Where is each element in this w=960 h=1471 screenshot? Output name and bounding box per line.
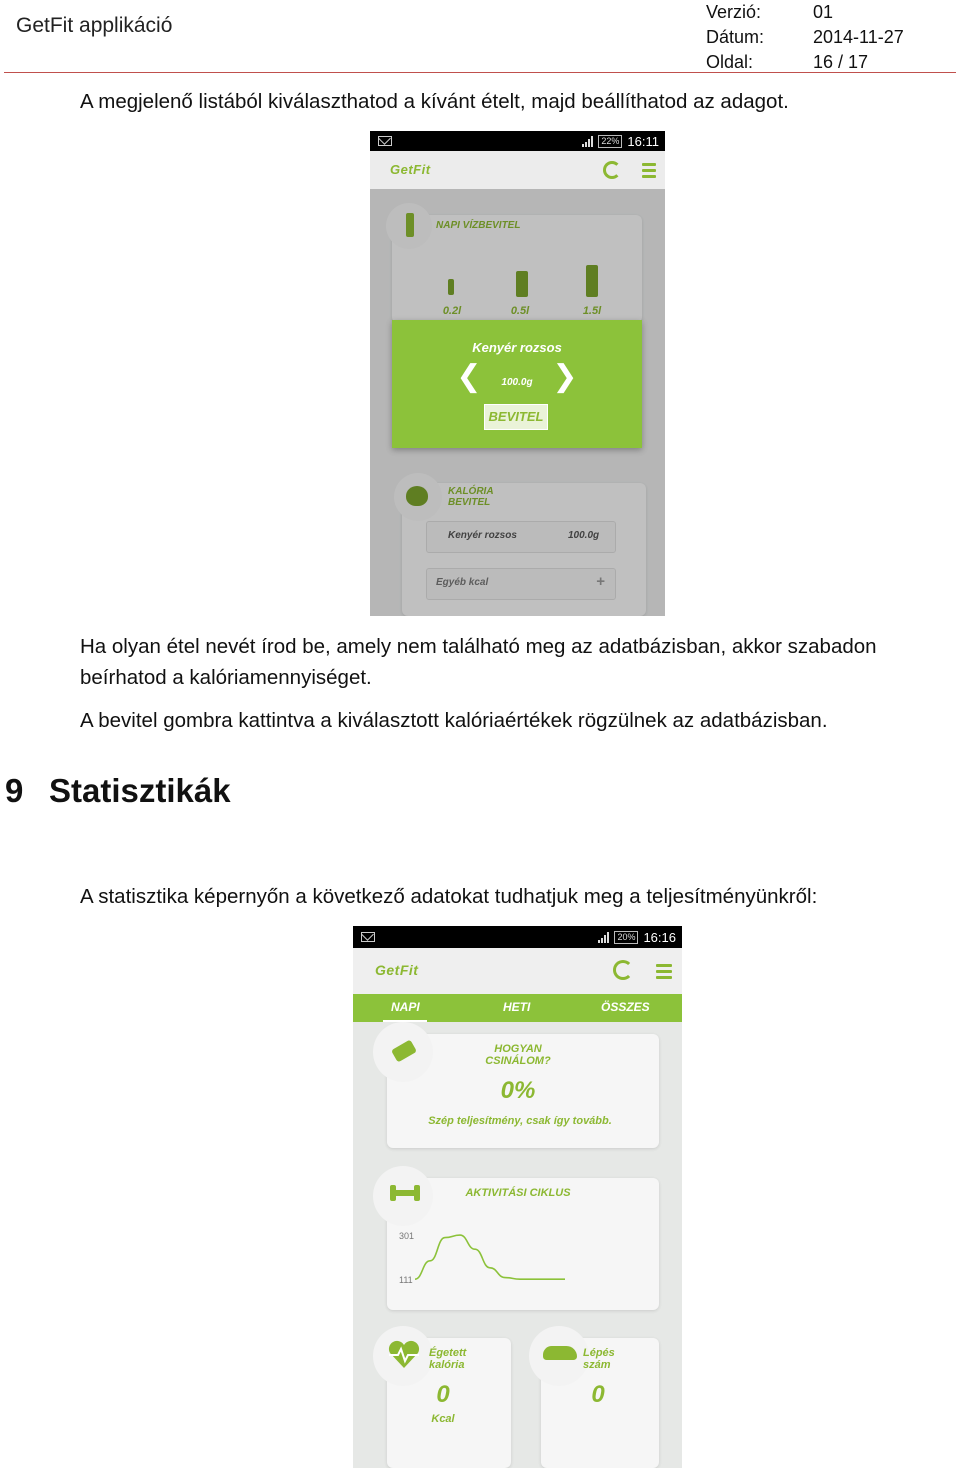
app-bar: [370, 151, 665, 189]
tab-heti[interactable]: HETI: [503, 1000, 531, 1014]
modal-amount: 100.0g: [501, 377, 533, 388]
paragraph-select-food: A megjelenő listából kiválaszthatod a kívánt ételt, majd beállíthatod az adagot.: [80, 90, 789, 113]
steps-value: 0: [591, 1381, 605, 1408]
y-tick-label-1: 111: [399, 1275, 413, 1286]
activity-line-series-0: [415, 1235, 565, 1279]
menu-icon[interactable]: [642, 163, 656, 181]
burned-value: 0: [436, 1381, 450, 1408]
chevron-left-icon[interactable]: ❮: [456, 360, 482, 393]
modal-food-name: Kenyér rozsos: [472, 340, 562, 355]
performance-title: HOGYAN CSINÁLOM?: [485, 1043, 551, 1067]
header-divider: [4, 72, 956, 73]
steps-title: Lépés szám: [583, 1347, 615, 1371]
water-option-05[interactable]: 0.5l: [510, 305, 530, 317]
meta-page: Oldal: 16 / 17: [706, 52, 869, 72]
document-meta: [706, 0, 904, 75]
paragraph-unknown-food-2: beírhatod a kalóriamennyiséget.: [80, 666, 372, 689]
other-kcal-placeholder: Egyéb kcal: [436, 577, 489, 588]
clock: 16:16: [643, 929, 676, 945]
refresh-icon[interactable]: [603, 161, 621, 179]
paragraph-statistics-intro: A statisztika képernyőn a következő adatokat tudhatjuk meg a teljesítményünkről:: [80, 885, 818, 908]
bevitel-button[interactable]: BEVITEL: [484, 404, 548, 430]
chevron-right-icon[interactable]: ❯: [552, 360, 578, 393]
tab-osszes[interactable]: ÖSSZES: [601, 1000, 650, 1014]
battery-indicator: 20%: [614, 931, 638, 944]
paragraph-unknown-food-1: Ha olyan étel nevét írod be, amely nem található meg az adatbázisban, akkor szabadon: [80, 635, 877, 658]
food-row-amount: 100.0g: [568, 530, 600, 541]
document-title: GetFit applikáció: [16, 14, 173, 37]
screenshot-calorie-intake: [370, 131, 665, 616]
status-bar: [370, 131, 665, 151]
heart-icon: [387, 1340, 421, 1370]
clock: 16:11: [627, 133, 659, 149]
calorie-title: KALÓRIA BEVITEL: [448, 486, 494, 508]
performance-value: 0%: [500, 1077, 536, 1104]
water-option-15[interactable]: 1.5l: [582, 305, 602, 317]
mail-icon: [378, 136, 392, 146]
tab-napi[interactable]: NAPI: [391, 1000, 420, 1014]
signal-icon: [582, 136, 593, 147]
app-logo: GetFit: [375, 962, 419, 978]
paragraph-bevitel-button: A bevitel gombra kattintva a kiválasztott kalóriaértékek rögzülnek az adatbázisban.: [80, 709, 828, 732]
portion-modal: [392, 320, 642, 448]
burned-title: Égetett kalória: [429, 1347, 467, 1371]
section-title: Statisztikák: [49, 772, 231, 809]
section-heading: [5, 772, 231, 810]
water-option-02[interactable]: 0.2l: [442, 305, 462, 317]
performance-message: Szép teljesítmény, csak így tovább.: [428, 1115, 612, 1127]
y-tick-label-0: 301: [399, 1231, 415, 1242]
meta-version: Verzió: 01: [706, 2, 834, 22]
battery-indicator: 22%: [598, 135, 622, 148]
add-kcal-button[interactable]: +: [596, 573, 605, 590]
screenshot-statistics: [353, 926, 682, 1468]
burned-unit: Kcal: [431, 1413, 455, 1425]
shoe-icon: [543, 1346, 577, 1360]
water-title: NAPI VÍZBEVITEL: [436, 220, 521, 231]
section-number: 9: [5, 772, 24, 809]
food-row-name: Kenyér rozsos: [448, 530, 517, 541]
meta-date: Dátum: 2014-11-27: [706, 27, 904, 47]
activity-title: AKTIVITÁSI CIKLUS: [465, 1187, 571, 1199]
app-logo: GetFit: [390, 162, 431, 177]
